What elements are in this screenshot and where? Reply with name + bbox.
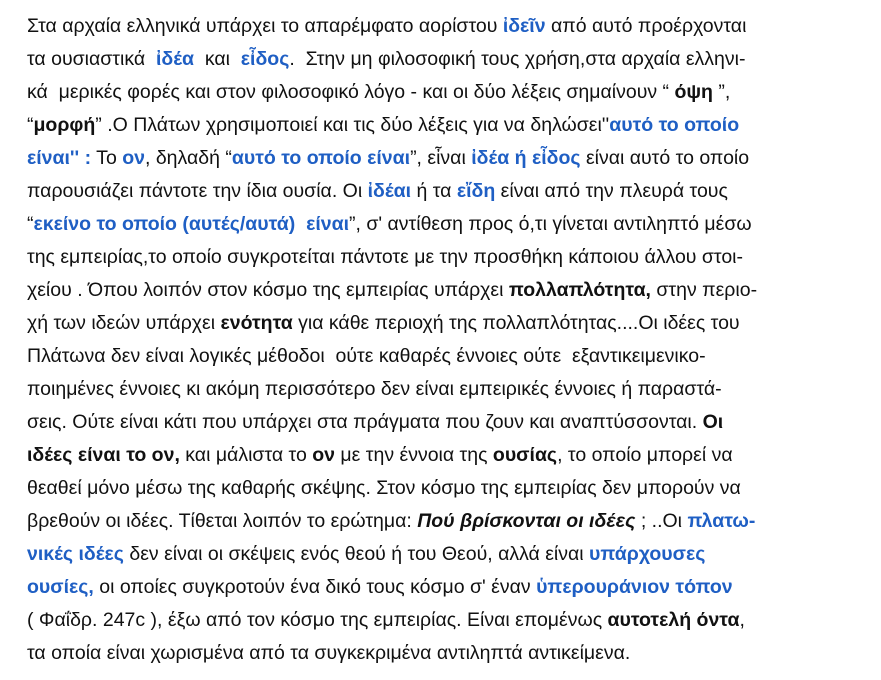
bold-term: μορφή — [33, 114, 96, 136]
text-run: και — [194, 48, 241, 70]
highlighted-term: υπάρχουσες — [589, 543, 706, 565]
text-run: , το οποίο μπορεί να — [557, 444, 733, 466]
text-run: , — [739, 609, 745, 631]
text-line — [27, 571, 733, 604]
text-run: παρουσιάζει πάντοτε την ίδια ουσία. Οι — [27, 180, 368, 202]
text-run: ή τα — [411, 180, 457, 202]
text-line — [27, 406, 723, 439]
highlighted-term: νικές ιδέες — [27, 543, 124, 565]
text-line — [27, 439, 733, 472]
text-run: οι οποίες συγκροτούν ένα δικό τους κόσμο σ' έναν — [93, 576, 537, 598]
highlighted-term: ἰδεῖν — [502, 15, 546, 37]
text-line — [27, 76, 730, 109]
text-run: της εμπειρίας,το οποίο συγκροτείται πάντοτε με την προσθήκη κάποιου άλλου στοι- — [27, 246, 744, 268]
text-line — [27, 538, 705, 571]
text-run: είναι από την πλευρά τους — [495, 180, 728, 202]
text-run: θεαθεί μόνο μέσω της καθαρής σκέψης. Στον κόσμο της εμπειρίας δεν μπορούν να — [27, 477, 741, 499]
text-line — [27, 241, 743, 274]
highlighted-term: είναι'' : — [27, 147, 92, 169]
highlighted-term: εκείνο το οποίο (αυτές/αυτά) είναι — [33, 213, 350, 235]
text-run: ”, σ' αντίθεση προς ό,τι γίνεται αντιληπτό μέσω — [349, 213, 752, 235]
highlighted-term: πλατω- — [687, 510, 756, 532]
text-run: “ — [27, 213, 34, 235]
highlighted-term: ουσίες, — [27, 576, 94, 598]
text-run: ” .Ο Πλάτων χρησιμοποιεί και τις δύο λέξεις για να δηλώσει'' — [95, 114, 610, 136]
text-run: και μάλιστα το — [179, 444, 313, 466]
highlighted-term: ον — [122, 147, 145, 169]
text-line — [27, 505, 755, 538]
bold-term: πολλαπλότητα, — [508, 279, 651, 301]
text-run: . Στην μη φιλοσοφική τους χρήση,στα αρχαία ελληνι- — [289, 48, 746, 70]
highlighted-term: αυτό το οποίο είναι — [231, 147, 411, 169]
highlighted-term: εἶδος — [240, 48, 290, 70]
text-line — [27, 142, 749, 175]
text-run: βρεθούν οι ιδέες. Τίθεται λοιπόν το ερώτημα: — [27, 510, 418, 532]
text-run: Το — [91, 147, 123, 169]
text-run: τα ουσιαστικά — [27, 48, 156, 70]
text-run: ; ..Οι — [635, 510, 688, 532]
text-run: δεν είναι οι σκέψεις ενός θεού ή του Θεού, αλλά είναι — [123, 543, 590, 565]
text-run: ”, εἶναι — [410, 147, 472, 169]
text-line — [27, 637, 630, 670]
bold-term: ενότητα — [220, 312, 293, 334]
highlighted-term: ἰδέαι — [367, 180, 412, 202]
text-run: Στα αρχαία ελληνικά υπάρχει το απαρέμφατο αορίστου — [27, 15, 503, 37]
bold-term: ον — [312, 444, 336, 466]
text-line — [27, 340, 706, 373]
bold-term: Οι — [702, 411, 724, 433]
text-line — [27, 307, 740, 340]
text-run: Πλάτωνα δεν είναι λογικές μέθοδοι ούτε καθαρές έννοιες ούτε εξαντικειμενικο- — [27, 345, 706, 367]
text-run: ποιημένες έννοιες κι ακόμη περισσότερο δεν είναι εμπειρικές έννοιες ή παραστά- — [27, 378, 722, 400]
highlighted-term: ἰδέα ή εἶδος — [471, 147, 581, 169]
text-line — [27, 472, 741, 505]
bold-term: αυτοτελή όντα — [607, 609, 740, 631]
text-run: “ — [27, 114, 34, 136]
text-line — [27, 373, 722, 406]
highlighted-term: ὑπερουράνιον τόπον — [536, 576, 733, 598]
text-line — [27, 208, 752, 241]
text-line — [27, 43, 745, 76]
text-line — [27, 604, 745, 637]
text-run: χείου . Όπου λοιπόν στον κόσμο της εμπειρίας υπάρχει — [27, 279, 509, 301]
bold-term: Πού βρίσκονται οι ιδέες — [417, 510, 636, 532]
highlighted-term: αυτό το οποίο — [609, 114, 740, 136]
text-run: είναι αυτό το οποίο — [580, 147, 750, 169]
text-line — [27, 10, 746, 43]
text-line — [27, 175, 728, 208]
text-line — [27, 109, 739, 142]
highlighted-term: εἴδη — [456, 180, 496, 202]
text-run: ( Φαΐδρ. 247c ), έξω από τον κόσμο της εμπειρίας. Είναι επομένως — [27, 609, 608, 631]
text-run: στην περιο- — [650, 279, 758, 301]
text-run: κά μερικές φορές και στον φιλοσοφικό λόγο - και οι δύο λέξεις σημαίνουν “ — [27, 81, 675, 103]
bold-term: ουσίας — [492, 444, 558, 466]
text-run: τα οποία είναι χωρισμένα από τα συγκεκριμένα αντιληπτά αντικείμενα. — [27, 642, 631, 664]
highlighted-term: ἰδέα — [155, 48, 194, 70]
text-run: με την έννοια της — [335, 444, 493, 466]
text-run: από αυτό προέρχονται — [545, 15, 747, 37]
text-run: χή των ιδεών υπάρχει — [27, 312, 221, 334]
bold-term: ιδέες είναι το ον, — [27, 444, 180, 466]
text-run: σεις. Ούτε είναι κάτι που υπάρχει στα πράγματα που ζουν και αναπτύσσονται. — [27, 411, 703, 433]
text-run: ”, — [712, 81, 731, 103]
text-run: για κάθε περιοχή της πολλαπλότητας....Οι ιδέες του — [292, 312, 740, 334]
text-run: , δηλαδή “ — [144, 147, 232, 169]
text-line — [27, 274, 757, 307]
bold-term: όψη — [674, 81, 713, 103]
